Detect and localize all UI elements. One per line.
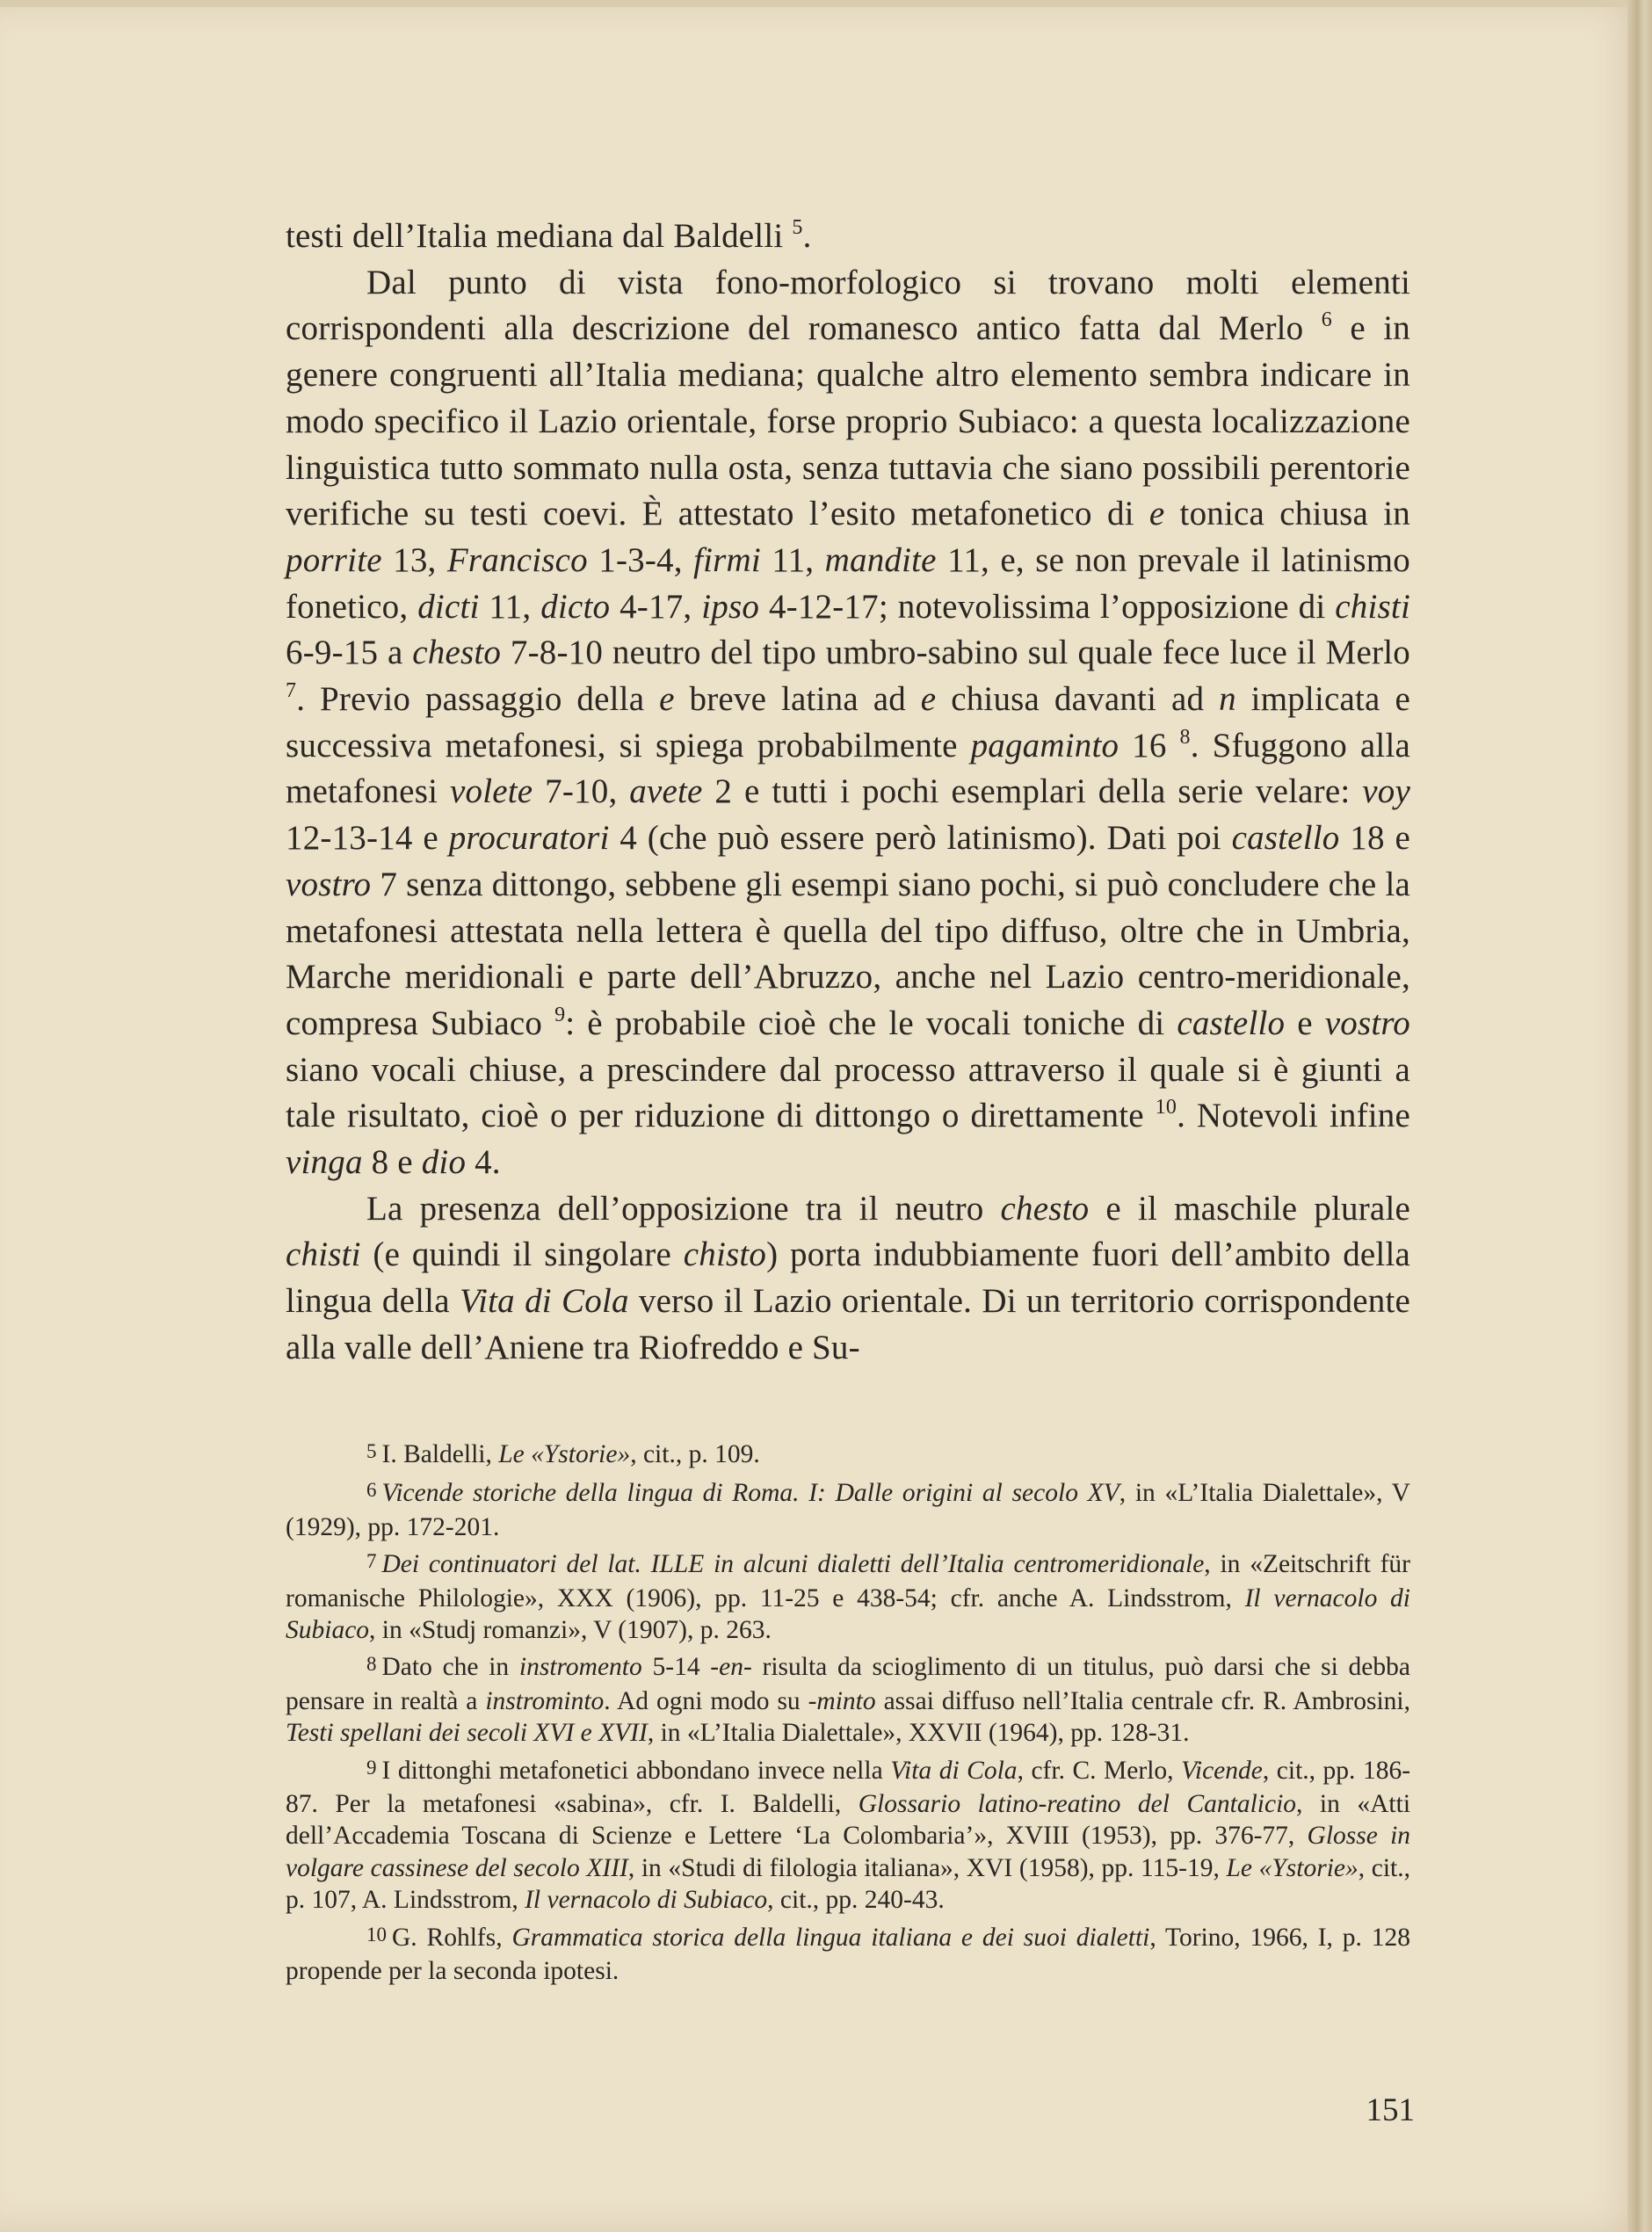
italic-run: vostro	[286, 865, 372, 903]
italic-run: firmi	[693, 540, 761, 579]
footnote-ref: 7	[286, 679, 297, 703]
footnote-number: 9	[366, 1756, 377, 1779]
footnote-number: 7	[366, 1550, 377, 1573]
footnote-text: Vicende storiche della lingua di Roma. I: Dalle origini al secolo XV, in «L’Italia Dialettale», V (1929), pp. 172-201.	[286, 1479, 1410, 1541]
italic-run: dio	[421, 1143, 467, 1182]
italic-run: Dei continuatori del lat. ILLE in alcuni dialetti dell’Italia centromeridionale	[381, 1550, 1205, 1579]
footnote-number: 10	[366, 1923, 387, 1946]
footnote-text: Dei continuatori del lat. ILLE in alcuni dialetti dell’Italia centromeridionale, in «Zeitschrift für romanische Philologie», XXX (1906), pp. 11-25 e 438-54; cfr. anche A. Lindsstrom, Il vernacolo di Subiaco, in «Studj romanzi», V (1907), p. 263.	[286, 1550, 1410, 1645]
italic-run: e	[1148, 495, 1165, 533]
italic-run: pagaminto	[970, 726, 1119, 765]
italic-run: Glosse in volgare cassinese del secolo XIII	[286, 1822, 1411, 1882]
italic-run: dicto	[540, 587, 611, 626]
footnote-5	[286, 1438, 1410, 1472]
footnote-number: 5	[366, 1440, 377, 1462]
footnote-8	[286, 1651, 1410, 1749]
footnote-ref: 9	[554, 1003, 566, 1026]
footnote-text: G. Rohlfs, Grammatica storica della lingua italiana e dei suoi dialetti, Torino, 1966, I, p. 128 propende per la seconda ipotesi.	[286, 1923, 1410, 1986]
footnote-number: 8	[366, 1653, 377, 1676]
body-paragraph-2: Dal punto di vista fono-morfologico si trovano molti elementi corrispondenti alla descrizione del romanesco antico fatta dal Merlo $^6$ e in genere congruenti all’Italia mediana; qualche altro elemento sembra indicare in modo specifico il Lazio orientale, forse proprio Subiaco: a questa localizzazione linguistica tutto sommato nulla osta, senza tuttavia che siano possibili perentorie verifiche su testi coevi. È attestato l’esito metafonetico di e tonica chiusa in porrite 13, Francisco 1-3-4, firmi 11, mandite 11, e, se non prevale il latinismo fonetico, dicti 11, dicto 4-17, ipso 4-12-17; notevolissima l’opposizione di chisti 6-9-15 a chesto 7-8-10 neutro del tipo umbro-sabino sul quale fece luce il Merlo $^7$. Previo passaggio della e breve latina ad e chiusa davanti ad n implicata e successiva metafonesi, si spiega probabilmente pagaminto 16 $^8$. Sfuggono alla metafonesi volete 7-10, avete 2 e tutti i pochi esemplari della serie velare: voy 12-13-14 e procuratori 4 (che può essere però latinismo). Dati poi castello 18 e vostro 7 senza dittongo, sebbene gli esempi siano pochi, si può concludere che la metafonesi attestata nella lettera è quella del tipo diffuso, oltre che in Umbria, Marche meridionali e parte dell’Abruzzo, anche nel Lazio centro-meridionale, compresa Subiaco $^9$: è probabile cioè che le vocali toniche di castello e vostro siano vocali chiuse, a prescindere dal processo attraverso il quale si è giunti a tale risultato, cioè o per riduzione di dittongo o direttamente $^{10}$. Notevoli infine vinga 8 e dio 4.	[286, 263, 1411, 1182]
footnote-ref: 10	[1155, 1096, 1177, 1120]
italic-run: Testi spellani dei secoli XVI e XVII	[286, 1719, 648, 1748]
italic-run: volete	[449, 772, 533, 811]
italic-run: procuratori	[448, 819, 610, 858]
footnote-text: I. Baldelli, Le «Ystorie», cit., p. 109.	[381, 1440, 760, 1468]
italic-run: porrite	[286, 540, 382, 579]
footnote-6	[286, 1477, 1410, 1543]
main-text	[286, 214, 1410, 1372]
italic-run: voy	[1362, 772, 1410, 811]
italic-run: Grammatica storica della lingua italiana e dei suoi dialetti	[511, 1923, 1150, 1952]
footnote-10	[286, 1922, 1410, 1988]
italic-run: Glossario latino-reatino del Cantalicio	[858, 1790, 1297, 1819]
page-top-edge	[0, 0, 1652, 7]
footnote-text: Dato che in instromento 5-14 -en- risulta da scioglimento di un titulus, può darsi che si debba pensare in realtà a instrominto. Ad ogni modo su -minto assai diffuso nell’Italia centrale cfr. R. Ambrosini, Testi spellani dei secoli XVI e XVII, in «L’Italia Dialettale», XXVII (1964), pp. 128-31.	[286, 1653, 1410, 1748]
italic-run: ipso	[701, 587, 760, 626]
italic-run: Il vernacolo di Subiaco	[286, 1583, 1410, 1645]
italic-run: Le «Ystorie»	[498, 1440, 631, 1468]
page-binding-edge	[1627, 0, 1652, 2232]
italic-run: Il vernacolo di Subiaco	[525, 1886, 768, 1915]
italic-run: chisti	[286, 1236, 361, 1274]
italic-run: vostro	[1324, 1004, 1410, 1042]
italic-run: instrominto	[485, 1686, 605, 1715]
footnote-7	[286, 1548, 1410, 1646]
italic-run: dicti	[417, 587, 480, 626]
italic-run: -minto	[808, 1686, 876, 1715]
italic-run: Vicende storiche della lingua di Roma. I: Dalle origini al secolo XV	[381, 1479, 1119, 1508]
italic-run: Vicende	[1181, 1756, 1263, 1785]
footnotes	[286, 1438, 1410, 1988]
italic-run: chesto	[1000, 1189, 1090, 1228]
italic-run: vinga	[286, 1143, 363, 1182]
italic-run: chesto	[412, 634, 502, 672]
footnote-number: 6	[366, 1479, 377, 1502]
italic-run: Vita di Cola	[459, 1282, 629, 1321]
italic-run: chisti	[1335, 587, 1410, 626]
italic-run: castello	[1231, 819, 1340, 858]
italic-run: chisto	[683, 1236, 767, 1274]
italic-run: Vita di Cola	[890, 1756, 1018, 1785]
italic-run: avete	[629, 772, 703, 811]
body-paragraph-1: testi dell’Italia mediana dal Baldelli $^5$.	[286, 216, 812, 255]
italic-run: e	[659, 680, 675, 719]
footnote-9	[286, 1755, 1410, 1917]
italic-run: Le «Ystorie»	[1226, 1853, 1359, 1882]
footnote-text: I dittonghi metafonetici abbondano invece nella Vita di Cola, cfr. C. Merlo, Vicende, cit., pp. 186-87. Per la metafonesi «sabina», cfr. I. Baldelli, Glossario latino-reatino del Cantalicio, in «Atti dell’Accademia Toscana di Scienze e Lettere ‘La Colombaria’», XVIII (1953), pp. 376-77, Glosse in volgare cassinese del secolo XIII, in «Studi di filologia italiana», XVI (1958), pp. 115-19, Le «Ystorie», cit., p. 107, A. Lindsstrom, Il vernacolo di Subiaco, cit., pp. 240-43.	[286, 1756, 1411, 1915]
italic-run: Francisco	[446, 540, 588, 579]
footnote-ref: 6	[1321, 308, 1332, 332]
footnote-ref: 5	[792, 216, 803, 239]
italic-run: e	[920, 680, 937, 719]
italic-run: n	[1219, 680, 1236, 719]
body-paragraph-3: La presenza dell’opposizione tra il neutro chesto e il maschile plurale chisti (e quindi il singolare chisto) porta indubbiamente fuori dell’ambito della lingua della Vita di Cola verso il Lazio orientale. Di un territorio corrispondente alla valle dell’Aniene tra Riofreddo e Su-	[286, 1189, 1410, 1366]
italic-run: mandite	[824, 540, 937, 579]
italic-run: castello	[1177, 1004, 1286, 1042]
italic-run: -en-	[710, 1653, 752, 1682]
footnote-ref: 8	[1179, 725, 1191, 749]
italic-run: instromento	[518, 1653, 642, 1682]
page-number: 151	[1366, 2092, 1415, 2128]
